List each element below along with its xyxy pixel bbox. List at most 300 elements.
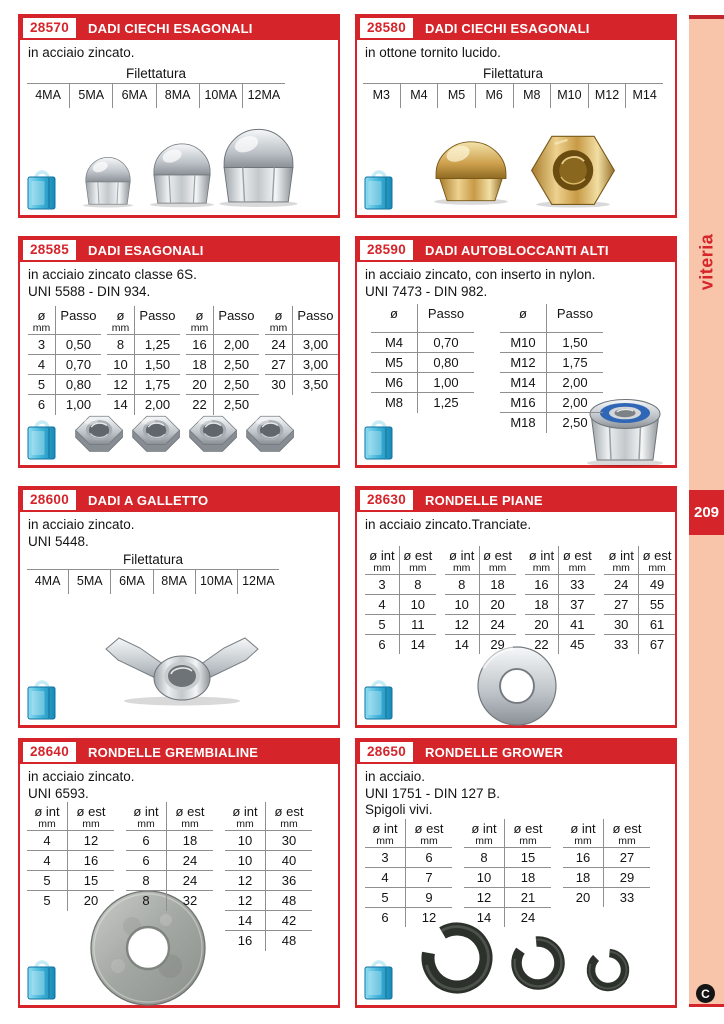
- thread-size-cell: 8MA: [156, 84, 199, 108]
- dimension-row: [28, 355, 101, 375]
- dimension-cell: 67: [649, 636, 665, 652]
- product-box-28640: [18, 738, 340, 1008]
- dimension-row: [445, 614, 516, 634]
- dimension-cell: 40: [266, 851, 313, 871]
- product-code: 28570: [23, 18, 76, 38]
- dimension-cell: 8: [399, 574, 435, 594]
- col-header-value-label: ø est: [642, 547, 672, 563]
- product-title: DADI AUTOBLOCCANTI ALTI: [425, 242, 609, 258]
- product-box-28570: [18, 14, 340, 218]
- product-code: 28600: [23, 490, 76, 510]
- col-header-value-unit: mm: [181, 818, 199, 830]
- dimension-cell: 3,00: [292, 355, 338, 375]
- product-box-28650: [355, 738, 677, 1008]
- col-header-value-label: Passo: [427, 306, 465, 321]
- dimension-table-group: [126, 802, 213, 911]
- sidebar: [689, 15, 724, 1007]
- col-header-value-label: Passo: [218, 308, 255, 323]
- thread-size-table: [27, 66, 285, 108]
- dimension-cell: 0,70: [418, 333, 475, 353]
- dimension-table-group: [28, 306, 101, 415]
- product-title: DADI ESAGONALI: [88, 242, 204, 258]
- dimension-cell: 0,80: [55, 375, 101, 395]
- col-header-inner-diameter: [371, 304, 418, 333]
- dimension-cell: M8: [371, 393, 418, 413]
- dimension-cell: 10: [107, 355, 134, 375]
- description-line: in acciaio zincato classe 6S.: [28, 267, 197, 282]
- dimension-cell: 4: [28, 355, 55, 375]
- dimension-row: [107, 335, 180, 355]
- dimension-cell: M12: [500, 353, 547, 373]
- dimension-cell: 5: [27, 871, 68, 891]
- thread-size-cell: 10MA: [195, 570, 237, 594]
- product-description: [28, 267, 338, 300]
- dimension-cell: 45: [570, 636, 585, 652]
- product-header: [20, 16, 338, 40]
- product-title: DADI CIECHI ESAGONALI: [425, 20, 590, 36]
- product-description: [28, 517, 338, 550]
- dimension-cell: 14: [464, 907, 505, 927]
- dimension-cell: 5: [28, 375, 55, 395]
- dimension-cell: 61: [639, 614, 675, 634]
- col-header-value-unit: mm: [488, 561, 507, 574]
- dimension-cell: 2,00: [547, 373, 604, 393]
- dimension-cell: 1,00: [418, 373, 475, 393]
- dimension-cell: 6: [28, 395, 55, 415]
- product-box-28590: [355, 236, 677, 468]
- col-header-inner-diameter-unit: mm: [190, 322, 209, 334]
- dimension-table-group: [464, 819, 551, 928]
- col-header-inner-diameter: [464, 819, 505, 848]
- col-header-inner-diameter-label: ø int: [608, 547, 634, 563]
- col-header-inner-diameter-label: ø int: [570, 820, 596, 836]
- thread-table-title: Filettatura: [482, 65, 544, 81]
- stock-box-icon: [25, 167, 59, 211]
- thread-size-cell: M5: [437, 84, 475, 108]
- col-header-value: [167, 802, 214, 831]
- dimension-row: [28, 335, 101, 355]
- thread-table-title: Filettatura: [122, 552, 184, 567]
- col-header-inner-diameter-unit: mm: [137, 818, 155, 830]
- dimension-cell: 18: [479, 574, 515, 594]
- dimension-cell: 2,50: [562, 415, 588, 431]
- dimension-table-group: [563, 819, 650, 908]
- dimension-tables: [371, 304, 675, 433]
- product-title: RONDELLE GREMBIALINE: [88, 744, 259, 760]
- dimension-cell: 14: [410, 636, 426, 652]
- dimension-cell: 24: [265, 335, 292, 355]
- description-line: in acciaio zincato.: [28, 45, 135, 60]
- dimension-row: [371, 373, 474, 393]
- dimension-cell: 29: [490, 636, 505, 652]
- dimension-cell: 24: [167, 851, 214, 871]
- dimension-row: [365, 614, 436, 634]
- dimension-cell: 16: [225, 931, 266, 951]
- thread-size-cell: M14: [625, 84, 663, 108]
- col-header-value: [292, 306, 338, 335]
- product-photo-brass-cap-nuts: [423, 128, 615, 210]
- dimension-cell: 21: [505, 887, 552, 907]
- thread-size-cell: 6MA: [110, 570, 152, 594]
- product-code: 28580: [360, 18, 413, 38]
- dimension-cell: 4: [365, 867, 406, 887]
- col-header-value: [479, 546, 515, 575]
- dimension-cell: 0,80: [418, 353, 475, 373]
- product-photo-hex-nuts: [70, 410, 298, 468]
- description-line: in acciaio.: [365, 769, 426, 784]
- dimension-cell: 16: [68, 851, 115, 871]
- dimension-cell: 22: [186, 395, 213, 415]
- thread-sizes-row: [363, 83, 663, 108]
- col-header-inner-diameter: [604, 546, 638, 575]
- dimension-row: [563, 887, 650, 907]
- product-box-28580: [355, 14, 677, 218]
- dimension-table-group: [265, 306, 338, 395]
- dimension-cell: 48: [266, 891, 313, 911]
- description-line: Spigoli vivi.: [365, 802, 433, 817]
- col-header-value-label: ø est: [612, 820, 642, 836]
- dimension-row: [225, 851, 312, 871]
- dimension-cell: 18: [505, 867, 552, 887]
- dimension-row: [500, 333, 603, 353]
- dimension-cell: 10: [445, 594, 479, 614]
- dimension-cell: 8: [464, 847, 505, 867]
- dimension-row: [371, 353, 474, 373]
- col-header-inner-diameter-unit: mm: [574, 834, 592, 847]
- dimension-cell: 29: [604, 867, 651, 887]
- dimension-row: [525, 574, 596, 594]
- thread-size-table: [27, 552, 279, 594]
- description-line: in acciaio zincato.: [28, 769, 135, 784]
- dimension-cell: 33: [559, 574, 595, 594]
- dimension-row: [604, 614, 675, 634]
- dimension-cell: 4: [365, 594, 399, 614]
- dimension-table-group: [604, 546, 675, 655]
- dimension-cell: 3,00: [292, 335, 338, 355]
- thread-size-cell: 5MA: [68, 570, 110, 594]
- dimension-cell: 2,00: [547, 393, 604, 413]
- col-header-value: [604, 819, 651, 848]
- dimension-cell: 1,50: [547, 333, 604, 353]
- thread-sizes-row: [27, 569, 279, 594]
- col-header-value-unit: mm: [519, 834, 537, 847]
- product-code: 28640: [23, 742, 76, 762]
- col-header-inner-diameter: [525, 546, 559, 575]
- stock-box-icon: [362, 677, 396, 721]
- dimension-row: [27, 851, 114, 871]
- dimension-cell: 22: [525, 634, 559, 654]
- dimension-cell: 18: [563, 867, 604, 887]
- dimension-cell: 55: [639, 594, 675, 614]
- thread-size-table: [363, 66, 663, 108]
- dimension-cell: 1,50: [134, 355, 180, 375]
- col-header-value-label: ø est: [414, 820, 444, 836]
- stock-box-icon: [362, 957, 396, 1001]
- dimension-tables: [365, 546, 675, 655]
- dimension-row: [107, 395, 180, 415]
- description-line: UNI 6593.: [28, 785, 89, 801]
- dimension-row: [27, 871, 114, 891]
- dimension-row: [107, 355, 180, 375]
- publisher-logo-icon: C: [696, 984, 715, 1003]
- dimension-row: [225, 831, 312, 851]
- dimension-row: [604, 594, 675, 614]
- product-box-28630: [355, 486, 677, 728]
- dimension-row: [28, 375, 101, 395]
- dimension-cell: 10: [225, 831, 266, 851]
- product-box-28600: [18, 486, 340, 728]
- thread-size-cell: 4MA: [35, 87, 61, 102]
- dimension-cell: 24: [479, 614, 515, 634]
- dimension-cell: 1,25: [134, 335, 180, 355]
- dimension-cell: 6: [126, 851, 167, 871]
- dimension-row: [563, 867, 650, 887]
- dimension-row: [225, 931, 312, 951]
- dimension-row: [500, 413, 603, 433]
- stock-box-icon: [362, 167, 396, 211]
- dimension-row: [445, 634, 516, 654]
- col-header-value-label: Passo: [556, 306, 594, 321]
- product-code: 28585: [23, 240, 76, 260]
- dimension-cell: 10: [399, 594, 435, 614]
- dimension-row: [371, 393, 474, 413]
- dimension-row: [604, 574, 675, 594]
- col-header-value-unit: mm: [568, 561, 587, 574]
- col-header-inner-diameter-label: ø: [37, 308, 46, 323]
- dimension-row: [365, 634, 436, 654]
- dimension-cell: 24: [520, 909, 536, 925]
- dimension-table-group: [445, 546, 516, 655]
- dimension-row: [365, 574, 436, 594]
- description-line: UNI 5448.: [28, 533, 89, 549]
- col-header-value-label: ø est: [562, 547, 592, 563]
- col-header-inner-diameter-label: ø: [519, 306, 527, 321]
- dimension-row: [464, 847, 551, 867]
- dimension-row: [365, 847, 452, 867]
- dimension-cell: 16: [563, 847, 604, 867]
- dimension-cell: 1,00: [65, 397, 92, 413]
- dimension-cell: 2,50: [213, 375, 259, 395]
- product-header: [357, 238, 675, 262]
- col-header-value-label: Passo: [297, 308, 334, 323]
- dimension-cell: 5: [365, 887, 406, 907]
- dimension-cell: 3,50: [302, 377, 329, 393]
- col-header-inner-diameter: [500, 304, 547, 333]
- col-header-inner-diameter-unit: mm: [376, 834, 394, 847]
- col-header-value: [418, 304, 475, 333]
- dimension-cell: 2,50: [223, 397, 250, 413]
- dimension-cell: 16: [525, 574, 559, 594]
- dimension-cell: 8: [126, 891, 167, 911]
- thread-size-cell: 4MA: [34, 574, 61, 588]
- dimension-table-group: [365, 546, 436, 655]
- product-code: 28630: [360, 490, 413, 510]
- description-line: UNI 5588 - DIN 934.: [28, 283, 151, 299]
- dimension-cell: 2,00: [144, 397, 171, 413]
- col-header-inner-diameter-label: ø: [116, 308, 125, 323]
- col-header-inner-diameter-label: ø int: [471, 820, 497, 836]
- product-description: [28, 769, 338, 802]
- col-header-value: [399, 546, 435, 575]
- col-header-inner-diameter: [27, 802, 68, 831]
- dimension-cell: 32: [182, 893, 198, 909]
- col-header-value: [134, 306, 180, 335]
- dimension-cell: 2,50: [213, 355, 259, 375]
- product-description: [365, 769, 675, 819]
- dimension-cell: 6: [406, 847, 453, 867]
- dimension-cell: M4: [371, 333, 418, 353]
- dimension-cell: 8: [445, 574, 479, 594]
- dimension-cell: 33: [604, 634, 638, 654]
- dimension-cell: 33: [619, 889, 635, 905]
- thread-size-cell: 12MA: [237, 570, 279, 594]
- dimension-table-group: [186, 306, 259, 415]
- col-header-inner-diameter-unit: mm: [452, 561, 471, 574]
- dimension-row: [365, 887, 452, 907]
- col-header-value: [406, 819, 453, 848]
- dimension-cell: 4: [27, 851, 68, 871]
- description-line: in ottone tornito lucido.: [365, 45, 501, 60]
- dimension-cell: 18: [525, 594, 559, 614]
- product-description: [28, 45, 338, 62]
- dimension-cell: 42: [266, 911, 313, 931]
- product-title: DADI A GALLETTO: [88, 492, 209, 508]
- col-header-inner-diameter-unit: mm: [38, 818, 56, 830]
- dimension-row: [27, 831, 114, 851]
- thread-size-cell: M10: [550, 84, 588, 108]
- col-header-value-unit: mm: [280, 818, 298, 830]
- dimension-cell: 20: [563, 887, 604, 907]
- dimension-cell: 27: [604, 847, 651, 867]
- product-box-28585: [18, 236, 340, 468]
- dimension-row: [126, 891, 213, 911]
- dimension-cell: 18: [167, 831, 214, 851]
- dimension-cell: 12: [464, 887, 505, 907]
- col-header-inner-diameter-label: ø int: [449, 547, 475, 563]
- col-header-inner-diameter: [126, 802, 167, 831]
- dimension-table-group: [371, 304, 474, 413]
- col-header-inner-diameter-unit: mm: [269, 322, 288, 334]
- dimension-cell: 1,75: [547, 353, 604, 373]
- col-header-inner-diameter-unit: mm: [111, 322, 130, 334]
- col-header-inner-diameter-label: ø int: [369, 547, 395, 563]
- description-line: UNI 7473 - DIN 982.: [365, 283, 488, 299]
- dimension-table-group: [107, 306, 180, 415]
- col-header-value-label: ø est: [403, 547, 433, 563]
- product-photo-steel-cap-nuts: [72, 116, 300, 210]
- thread-size-cell: 10MA: [199, 84, 242, 108]
- col-header-value-unit: mm: [420, 834, 438, 847]
- dimension-cell: M16: [500, 393, 547, 413]
- dimension-cell: M5: [371, 353, 418, 373]
- dimension-cell: 20: [525, 614, 559, 634]
- product-title: DADI CIECHI ESAGONALI: [88, 20, 253, 36]
- col-header-inner-diameter-unit: mm: [373, 561, 391, 574]
- dimension-row: [365, 867, 452, 887]
- col-header-inner-diameter-label: ø int: [528, 547, 555, 563]
- dimension-cell: 20: [186, 375, 213, 395]
- dimension-cell: 49: [639, 574, 675, 594]
- col-header-inner-diameter-unit: mm: [32, 322, 51, 334]
- dimension-row: [225, 891, 312, 911]
- dimension-row: [500, 373, 603, 393]
- dimension-table-group: [525, 546, 596, 655]
- dimension-cell: M10: [500, 333, 547, 353]
- dimension-cell: 5: [365, 614, 399, 634]
- dimension-row: [225, 911, 312, 931]
- dimension-cell: 12: [421, 909, 437, 925]
- col-header-inner-diameter-unit: mm: [475, 834, 493, 847]
- dimension-cell: 0,50: [55, 335, 101, 355]
- stock-box-icon: [362, 417, 396, 461]
- dimension-row: [27, 891, 114, 911]
- dimension-cell: 24: [167, 871, 214, 891]
- col-header-value: [639, 546, 675, 575]
- dimension-row: [464, 907, 551, 927]
- col-header-inner-diameter: [365, 819, 406, 848]
- thread-size-cell: 8MA: [153, 570, 195, 594]
- dimension-cell: 2,00: [213, 335, 259, 355]
- product-header: [357, 488, 675, 512]
- col-header-value-label: ø est: [175, 804, 205, 819]
- thread-size-cell: M6: [475, 84, 513, 108]
- stock-box-icon: [25, 957, 59, 1001]
- dimension-cell: 1,25: [433, 395, 459, 411]
- dimension-cell: 8: [107, 335, 134, 355]
- thread-size-cell: 12MA: [242, 84, 285, 108]
- col-header-value: [547, 304, 604, 333]
- thread-size-cell: M8: [513, 84, 551, 108]
- description-line: in acciaio zincato.: [28, 517, 135, 532]
- dimension-cell: 16: [186, 335, 213, 355]
- dimension-cell: 24: [604, 574, 638, 594]
- col-header-inner-diameter: [107, 306, 134, 335]
- col-header-inner-diameter: [445, 546, 479, 575]
- col-header-inner-diameter-label: ø: [195, 308, 204, 323]
- stock-box-icon: [25, 677, 59, 721]
- col-header-value: [559, 546, 595, 575]
- dimension-row: [500, 393, 603, 413]
- dimension-cell: 12: [225, 871, 266, 891]
- product-header: [20, 488, 338, 512]
- dimension-row: [186, 395, 259, 415]
- thread-table-title: Filettatura: [125, 65, 187, 81]
- col-header-inner-diameter-label: ø: [274, 308, 283, 323]
- col-header-value-unit: mm: [82, 818, 100, 830]
- dimension-cell: 41: [559, 614, 595, 634]
- dimension-cell: 5: [27, 891, 68, 911]
- col-header-inner-diameter-unit: mm: [532, 561, 551, 574]
- thread-size-cell: M3: [372, 87, 390, 102]
- product-header: [357, 740, 675, 764]
- dimension-tables: [27, 802, 338, 951]
- dimension-cell: M6: [371, 373, 418, 393]
- col-header-value: [213, 306, 259, 335]
- dimension-row: [371, 333, 474, 353]
- col-header-inner-diameter-label: ø int: [34, 804, 60, 819]
- dimension-cell: 30: [266, 831, 313, 851]
- product-header: [20, 740, 338, 764]
- stock-box-icon: [25, 417, 59, 461]
- col-header-value-unit: mm: [409, 561, 427, 574]
- dimension-cell: 12: [68, 831, 115, 851]
- dimension-row: [604, 634, 675, 654]
- col-header-inner-diameter-unit: mm: [236, 818, 254, 830]
- dimension-cell: M14: [500, 373, 547, 393]
- dimension-row: [445, 574, 516, 594]
- dimension-cell: 30: [604, 614, 638, 634]
- product-header: [20, 238, 338, 262]
